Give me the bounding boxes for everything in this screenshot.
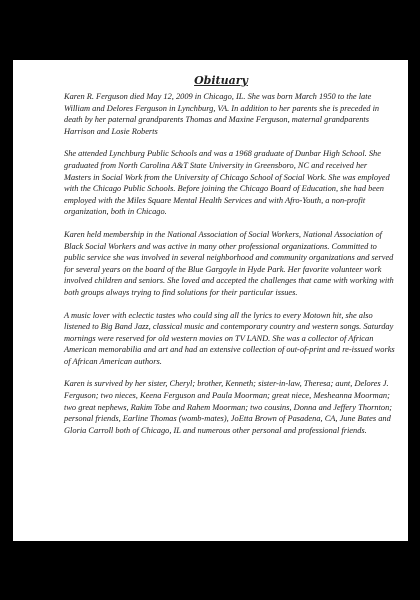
paragraph-survivors: Karen is survived by her sister, Cheryl; brother, Kenneth; sister-in-law, Theresa; aunt, Delores J. Ferguson; two nieces, Keena Ferguson and Paula Moorman; great niece, Mesheanna Moorman; two great nephews, Rakim Tobe and Rahem Moorman; two cousins, Donna and Jeffery Thornton; personal friends, Earline Thomas (womb-mates), JoEtta Brown of Pasadena, CA, June Bates and Gloria Carroll both of Chicago, IL and numerous other personal and professional friends. [64, 379, 393, 435]
paragraph-memberships: Karen held membership in the National Association of Social Workers, National Association of Black Social Workers and was active in many other professional organizations. Committed to public service she was involved in several neighborhood and community organizations and served for several years on the board of the Blue Gargoyle in Hyde Park. Her favorite volunteer work involved children and seniors. She loved and accepted the challenges that came with working with both groups always trying to find solutions for their particular issues. [64, 229, 394, 297]
paragraph-birth: Karen R. Ferguson died May 12, 2009 in Chicago, IL. She was born March 1950 to the late William and Delores Ferguson in Lynchburg, VA. In addition to her parents she is preceded in death by her paternal grandparents Thomas and Maxine Ferguson, maternal grandparents Harrison and Losie Roberts [64, 92, 380, 136]
obituary-page [13, 60, 408, 541]
page-title: Obituary [194, 74, 248, 87]
paragraph-education: She attended Lynchburg Public Schools and was a 1968 graduate of Dunbar High School. She graduated from North Carolina A&T State University in Greensboro, NC and received her Masters in Social Work from the University of Chicago School of Social Work. She was employed with the Chicago Public Schools. Before joining the Chicago Board of Education, she had been employed with the Miles Square Mental Health Services and with Afro-Youth, a non-profit organization, both in Chicago. [64, 149, 390, 217]
paragraph-interests: A music lover with eclectic tastes who could sing all the lyrics to every Motown hit, she also listened to Big Band Jazz, classical music and contemporary country and western songs. Saturday mornings were reserved for old western movies on TV LAND. She was a collector of African American memorabilia and art and had an extensive collection of out-of-print and re-issued works of African American authors. [64, 310, 395, 366]
